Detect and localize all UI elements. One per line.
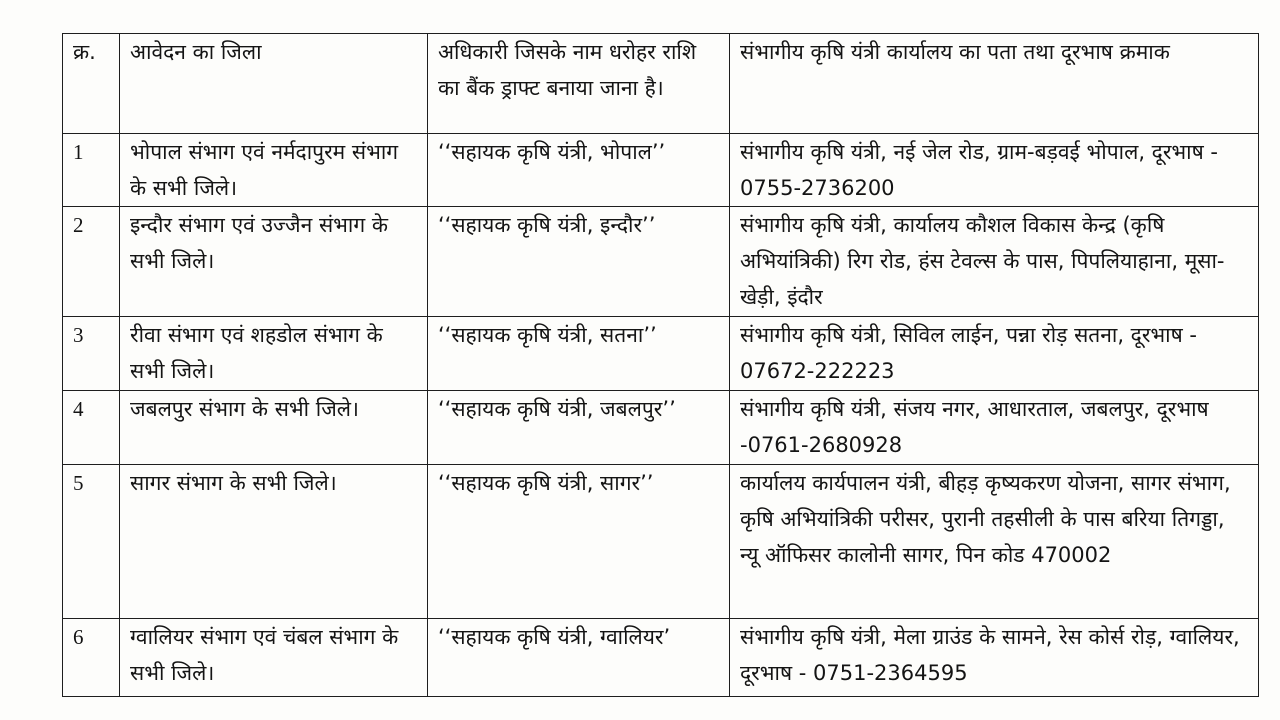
header-serial: क्र. — [63, 34, 120, 134]
office-cell: संभागीय कृषि यंत्री, कार्यालय कौशल विकास केन्द्र (कृषि अभियांत्रिकी) रिग रोड, हंस टेवल्स के पास, पिपलियाहाना, मूसा-खेड़ी, इंदौर — [730, 207, 1259, 317]
serial-cell: 4 — [63, 391, 120, 465]
table-row — [63, 207, 1259, 317]
district-cell: इन्दौर संभाग एवं उज्जैन संभाग के सभी जिले। — [120, 207, 428, 317]
office-cell: संभागीय कृषि यंत्री, नई जेल रोड, ग्राम-बड़वई भोपाल, दूरभाष - 0755-2736200 — [730, 134, 1259, 207]
table-row — [63, 619, 1259, 697]
officer-cell: ‘‘सहायक कृषि यंत्री, भोपाल’’ — [428, 134, 730, 207]
office-cell: संभागीय कृषि यंत्री, सिविल लाईन, पन्ना रोड़ सतना, दूरभाष - 07672-222223 — [730, 317, 1259, 391]
table-header-row — [63, 34, 1259, 134]
district-cell: भोपाल संभाग एवं नर्मदापुरम संभाग के सभी जिले। — [120, 134, 428, 207]
officer-cell: ‘‘सहायक कृषि यंत्री, सतना’’ — [428, 317, 730, 391]
district-office-table — [62, 33, 1259, 697]
serial-cell: 3 — [63, 317, 120, 391]
district-cell: जबलपुर संभाग के सभी जिले। — [120, 391, 428, 465]
serial-cell: 2 — [63, 207, 120, 317]
table-row — [63, 465, 1259, 619]
header-officer: अधिकारी जिसके नाम धरोहर राशि का बैंक ड्राफ्ट बनाया जाना है। — [428, 34, 730, 134]
serial-cell: 1 — [63, 134, 120, 207]
office-cell: संभागीय कृषि यंत्री, संजय नगर, आधारताल, जबलपुर, दूरभाष -0761-2680928 — [730, 391, 1259, 465]
serial-cell: 6 — [63, 619, 120, 697]
header-district: आवेदन का जिला — [120, 34, 428, 134]
district-cell: सागर संभाग के सभी जिले। — [120, 465, 428, 619]
officer-cell: ‘‘सहायक कृषि यंत्री, ग्वालियर’ — [428, 619, 730, 697]
table-row — [63, 317, 1259, 391]
serial-cell: 5 — [63, 465, 120, 619]
header-office-address: संभागीय कृषि यंत्री कार्यालय का पता तथा दूरभाष क्रमाक — [730, 34, 1259, 134]
officer-cell: ‘‘सहायक कृषि यंत्री, सागर’’ — [428, 465, 730, 619]
officer-cell: ‘‘सहायक कृषि यंत्री, जबलपुर’’ — [428, 391, 730, 465]
table-row — [63, 134, 1259, 207]
table-row — [63, 391, 1259, 465]
office-cell: कार्यालय कार्यपालन यंत्री, बीहड़ कृष्यकरण योजना, सागर संभाग, कृषि अभियांत्रिकी परीसर, पुरानी तहसीली के पास बरिया तिगड्डा, न्यू ऑफिसर कालोनी सागर, पिन कोड 470002 — [730, 465, 1259, 619]
district-cell: ग्वालियर संभाग एवं चंबल संभाग के सभी जिले। — [120, 619, 428, 697]
office-cell: संभागीय कृषि यंत्री, मेला ग्राउंड के सामने, रेस कोर्स रोड़, ग्वालियर, दूरभाष - 0751-2364595 — [730, 619, 1259, 697]
officer-cell: ‘‘सहायक कृषि यंत्री, इन्दौर’’ — [428, 207, 730, 317]
district-cell: रीवा संभाग एवं शहडोल संभाग के सभी जिले। — [120, 317, 428, 391]
